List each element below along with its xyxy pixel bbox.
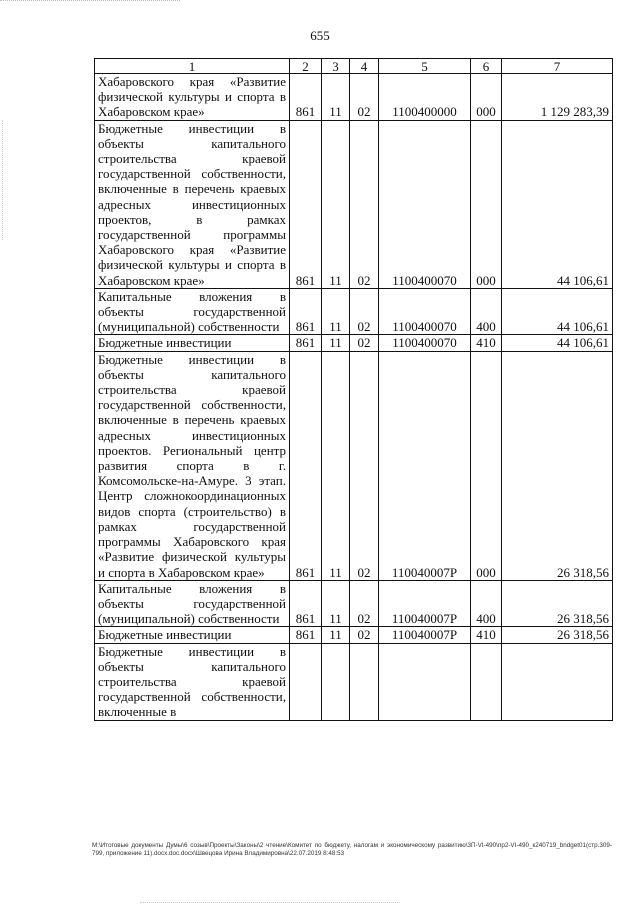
- expense-type-code: 410: [471, 627, 502, 643]
- amount: [502, 643, 613, 720]
- target-article-code: 110040007Р: [379, 580, 471, 627]
- target-article-code: [379, 643, 471, 720]
- column-header: 7: [502, 59, 613, 74]
- subsection-code: 02: [350, 288, 379, 335]
- row-name: Бюджетные инвестиции: [95, 335, 290, 351]
- section-code: [322, 643, 350, 720]
- scan-edge-mark: [140, 900, 400, 903]
- row-name: Бюджетные инвестиции в объекты капитального строительства краевой государственной собственности, включенные в перечень краевых адресных инвестиционных проектов. Региональный центр развития спорта в г. Комсомольске-на-Амуре. 3 этап. Центр сложнокоординационных видов спорта (строительство) в рамках государственной программы Хабаровского края «Развитие физической культуры и спорта в Хабаровском крае»: [95, 351, 290, 580]
- row-name: Бюджетные инвестиции в объекты капитального строительства краевой государственной собственности, включенные в перечень краевых адресных инвестиционных проектов, в рамках государственной программы Хабаровского края «Развитие физической культуры и спорта в Хабаровском крае»: [95, 120, 290, 288]
- table-row: [95, 643, 613, 720]
- expense-type-code: 000: [471, 74, 502, 121]
- budget-table: [94, 58, 613, 721]
- ministry-code: 861: [290, 580, 322, 627]
- ministry-code: 861: [290, 120, 322, 288]
- amount: 1 129 283,39: [502, 74, 613, 121]
- amount: 44 106,61: [502, 288, 613, 335]
- row-name: Капитальные вложения в объекты государственной (муниципальной) собственности: [95, 580, 290, 627]
- subsection-code: 02: [350, 120, 379, 288]
- ministry-code: [290, 643, 322, 720]
- section-code: 11: [322, 74, 350, 121]
- table-row: [95, 580, 613, 627]
- amount: 26 318,56: [502, 351, 613, 580]
- amount: 26 318,56: [502, 627, 613, 643]
- target-article-code: 1100400000: [379, 74, 471, 121]
- target-article-code: 1100400070: [379, 335, 471, 351]
- ministry-code: 861: [290, 288, 322, 335]
- expense-type-code: [471, 643, 502, 720]
- column-header: 3: [322, 59, 350, 74]
- table-row: [95, 288, 613, 335]
- document-path-footer: M:\Итоговые документы Думы\6 созыв\Проекты\Законы\2 чтение\Комитет по бюджету, налогам и экономическому развитию\3П-VI-490\пр2-VI-490_к240719_bndget01(стр.309-799, приложение 11).docx.doc.docx\Швецова Ирина Владимировна\22.07.2019 8:48:53: [92, 842, 612, 857]
- subsection-code: 02: [350, 580, 379, 627]
- section-code: 11: [322, 627, 350, 643]
- expense-type-code: 410: [471, 335, 502, 351]
- section-code: 11: [322, 351, 350, 580]
- row-name: Хабаровского края «Развитие физической культуры и спорта в Хабаровском крае»: [95, 74, 290, 121]
- section-code: 11: [322, 288, 350, 335]
- table-row: [95, 627, 613, 643]
- subsection-code: 02: [350, 627, 379, 643]
- column-header: 1: [95, 59, 290, 74]
- row-name: Бюджетные инвестиции: [95, 627, 290, 643]
- column-header: 6: [471, 59, 502, 74]
- target-article-code: 1100400070: [379, 288, 471, 335]
- expense-type-code: 000: [471, 120, 502, 288]
- row-name: Капитальные вложения в объекты государственной (муниципальной) собственности: [95, 288, 290, 335]
- page-number: 655: [310, 28, 330, 43]
- row-name: Бюджетные инвестиции в объекты капитального строительства краевой государственной собственности, включенные в: [95, 643, 290, 720]
- subsection-code: [350, 643, 379, 720]
- expense-type-code: 400: [471, 288, 502, 335]
- expense-type-code: 400: [471, 580, 502, 627]
- ministry-code: 861: [290, 335, 322, 351]
- table-row: [95, 74, 613, 121]
- target-article-code: 110040007Р: [379, 627, 471, 643]
- table-header-row: [95, 59, 613, 74]
- subsection-code: 02: [350, 351, 379, 580]
- section-code: 11: [322, 335, 350, 351]
- target-article-code: 110040007Р: [379, 351, 471, 580]
- amount: 26 318,56: [502, 580, 613, 627]
- scan-edge-mark: [0, 0, 180, 4]
- amount: 44 106,61: [502, 120, 613, 288]
- column-header: 4: [350, 59, 379, 74]
- ministry-code: 861: [290, 351, 322, 580]
- section-code: 11: [322, 580, 350, 627]
- ministry-code: 861: [290, 627, 322, 643]
- table-row: [95, 335, 613, 351]
- table-row: [95, 120, 613, 288]
- subsection-code: 02: [350, 335, 379, 351]
- column-header: 2: [290, 59, 322, 74]
- scan-edge-mark: [2, 120, 4, 240]
- column-header: 5: [379, 59, 471, 74]
- amount: 44 106,61: [502, 335, 613, 351]
- target-article-code: 1100400070: [379, 120, 471, 288]
- expense-type-code: 000: [471, 351, 502, 580]
- section-code: 11: [322, 120, 350, 288]
- ministry-code: 861: [290, 74, 322, 121]
- table-row: [95, 351, 613, 580]
- subsection-code: 02: [350, 74, 379, 121]
